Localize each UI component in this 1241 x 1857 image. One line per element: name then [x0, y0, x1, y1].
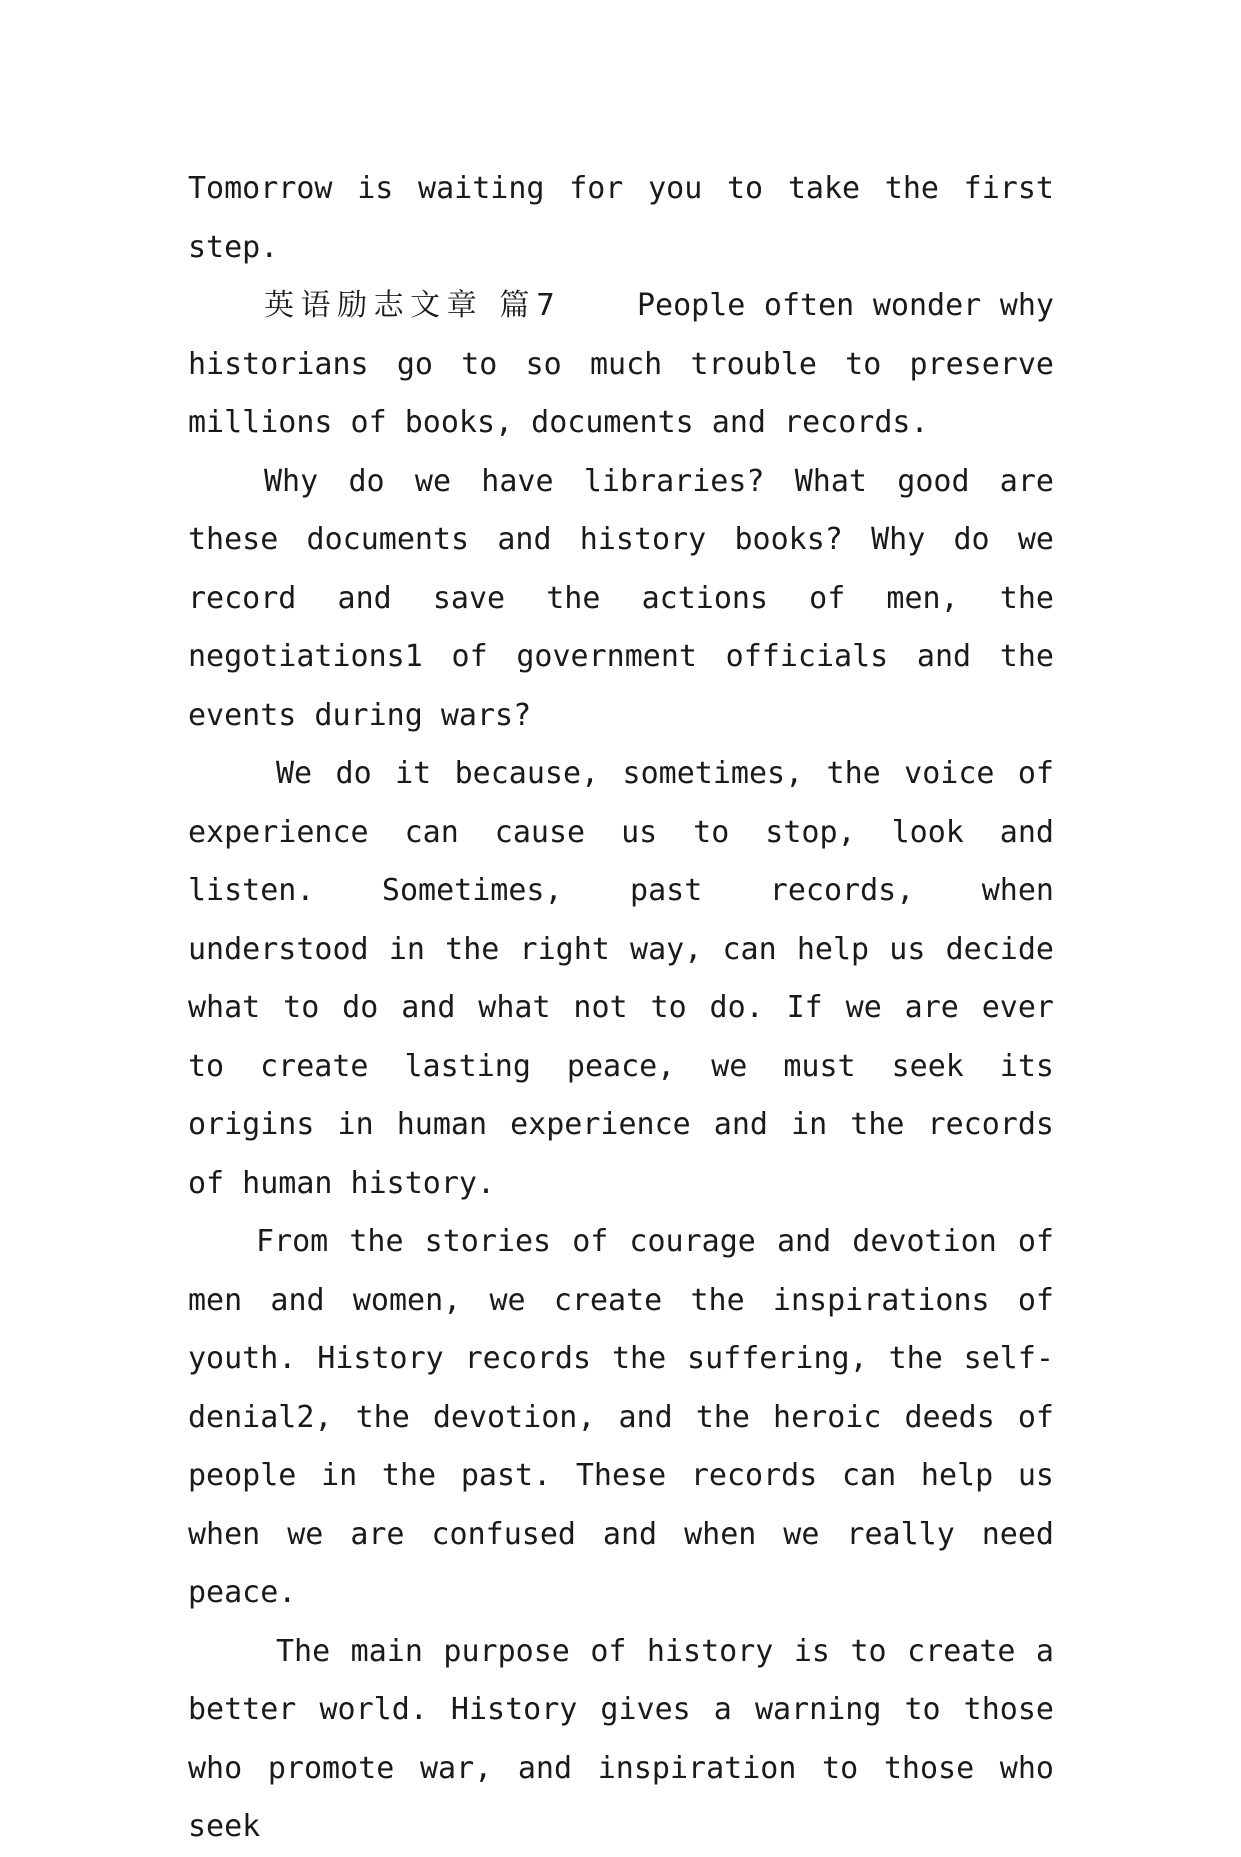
- paragraph-article-7-intro: [188, 277, 1054, 453]
- paragraph-courage-devotion: From the stories of courage and devotion of men and women, we create the inspirations of youth. History records the suffering, the self-denial2, the devotion, and the heroic deeds of people in the past. These records can help us when we are confused and when we really need peace.: [188, 1224, 1054, 1610]
- document-body: [188, 160, 1054, 1857]
- article-heading: 英语励志文章 篇7: [264, 288, 561, 323]
- paragraph-voice-of-experience: We do it because, sometimes, the voice of experience can cause us to stop, look and listen. Sometimes, past records, when understood in the right way, can help us decide what to do and what not to do. If we are ever to create lasting peace, we must seek its origins in human experience and in the records of human history.: [188, 756, 1054, 1201]
- paragraph-closing-line: Tomorrow is waiting for you to take the first step.: [188, 171, 1054, 265]
- paragraph-purpose-of-history: The main purpose of history is to create a better world. History gives a warning to those who promote war, and inspiration to those who seek: [188, 1633, 1054, 1844]
- paragraph-libraries: Why do we have libraries? What good are these documents and history books? Why do we record and save the actions of men, the negotiations1 of government officials and the events during wars?: [188, 463, 1054, 733]
- paragraph-text: People often wonder why historians go to so much trouble to preserve millions of books, documents and records.: [188, 288, 1054, 440]
